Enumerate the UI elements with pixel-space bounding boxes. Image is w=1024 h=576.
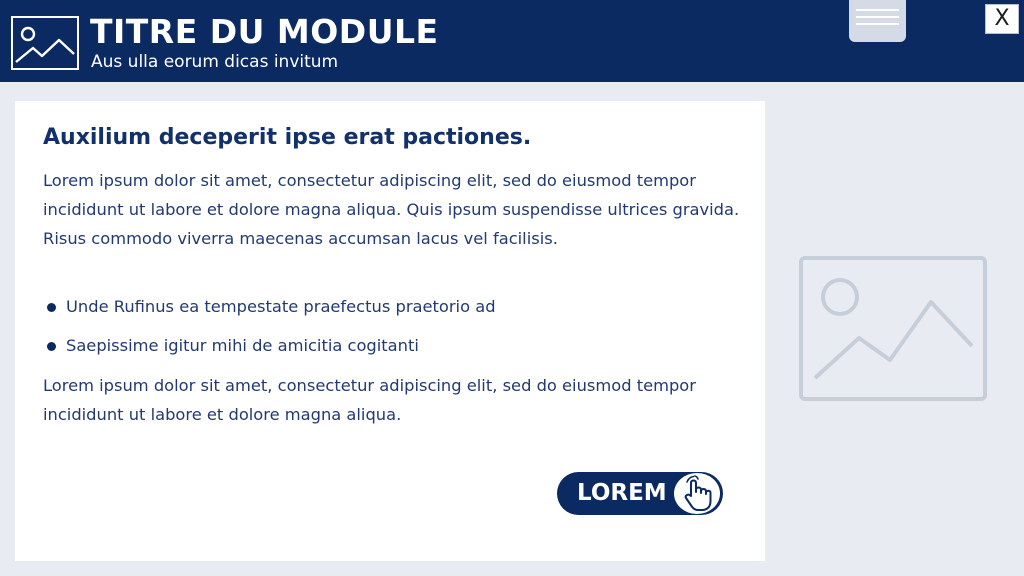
content-card (15, 101, 765, 561)
menu-icon (849, 0, 906, 42)
intro-paragraph: Lorem ipsum dolor sit amet, consectetur adipiscing elit, sed do eiusmod tempor incididunt ut labore et dolore magna aliqua. Quis ipsum suspendisse ultrices gravida. Risus commodo viverra maecenas accumsan lacus vel facilisis. (43, 171, 740, 248)
image-placeholder-icon (799, 256, 987, 401)
close-button[interactable]: X (985, 4, 1019, 34)
bullet-text: Saepissime igitur mihi de amicitia cogitanti (66, 336, 419, 355)
lorem-button[interactable] (557, 472, 723, 515)
bullet-dot-icon (47, 303, 56, 312)
content-heading: Auxilium deceperit ipse erat pactiones. (43, 125, 532, 150)
closing-paragraph: Lorem ipsum dolor sit amet, consectetur adipiscing elit, sed do eiusmod tempor incididunt ut labore et dolore magna aliqua. (43, 376, 696, 424)
hand-pointer-icon (674, 473, 720, 514)
module-header (0, 0, 1024, 82)
lorem-button-label: LOREM (577, 480, 667, 506)
bullet-text: Unde Rufinus ea tempestate praefectus praetorio ad (66, 297, 496, 316)
module-title: TITRE DU MODULE (90, 12, 439, 51)
image-icon (11, 16, 79, 70)
menu-button[interactable] (849, 0, 906, 42)
bullet-dot-icon (47, 342, 56, 351)
module-subtitle: Aus ulla eorum dicas invitum (91, 52, 339, 72)
